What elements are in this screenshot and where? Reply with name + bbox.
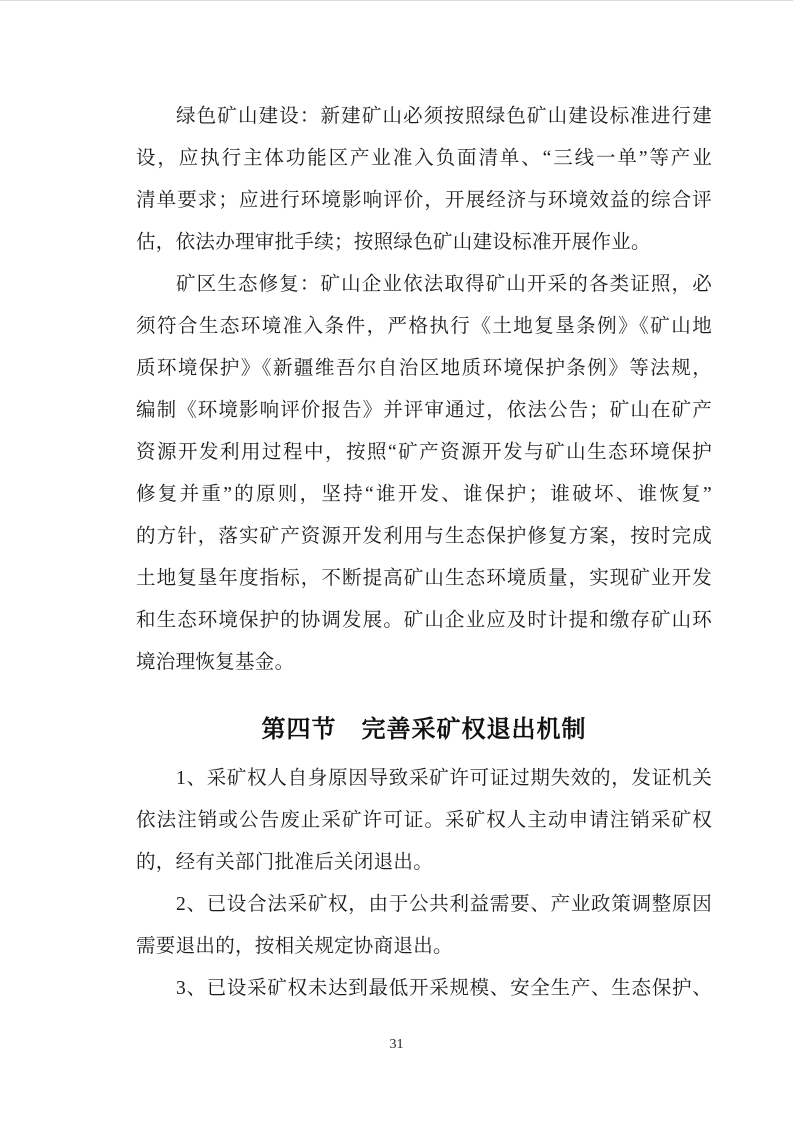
document-body	[0, 1, 793, 1010]
paragraph-item-1	[136, 758, 712, 884]
text-line: 的，经有关部门批准后关闭退出。	[136, 852, 434, 873]
text-line: 土地复垦年度指标，不断提高矿山生态环境质量，实现矿业开发	[136, 568, 712, 589]
text-line: 资源开发利用过程中，按照“矿产资源开发与矿山生态环境保护	[136, 442, 712, 463]
text-line: 依法注销或公告废止采矿许可证。采矿权人主动申请注销采矿权	[136, 810, 712, 831]
text-line: 清单要求；应进行环境影响评价，开展经济与环境效益的综合评	[136, 190, 712, 211]
text-line: 矿区生态修复：矿山企业依法取得矿山开采的各类证照，必	[176, 274, 712, 295]
text-line: 境治理恢复基金。	[136, 652, 295, 673]
section-heading: 第四节 完善采矿权退出机制	[261, 716, 587, 743]
text-line: 1、采矿权人自身原因导致采矿许可证过期失效的，发证机关	[176, 768, 712, 789]
text-line: 修复并重”的原则，坚持“谁开发、谁保护；谁破坏、谁恢复”	[136, 484, 712, 505]
text-line: 绿色矿山建设：新建矿山必须按照绿色矿山建设标准进行建	[176, 106, 712, 127]
paragraph-mine-eco-restoration	[136, 264, 712, 684]
text-line: 2、已设合法采矿权，由于公共利益需要、产业政策调整原因	[176, 894, 712, 915]
text-line: 估，依法办理审批手续；按照绿色矿山建设标准开展作业。	[136, 232, 651, 253]
text-line: 需要退出的，按相关规定协商退出。	[136, 936, 453, 957]
text-line: 须符合生态环境准入条件，严格执行《土地复垦条例》《矿山地	[136, 316, 712, 337]
page-number: 31	[389, 1037, 404, 1052]
text-line: 的方针，落实矿产资源开发利用与生态保护修复方案，按时完成	[136, 526, 712, 547]
paragraph-item-2	[136, 884, 712, 968]
text-line: 设，应执行主体功能区产业准入负面清单、“三线一单”等产业	[136, 148, 712, 169]
paragraph-green-mine-construction	[136, 96, 712, 264]
text-line: 编制《环境影响评价报告》并评审通过，依法公告；矿山在矿产	[136, 400, 712, 421]
text-line: 3、已设采矿权未达到最低开采规模、安全生产、生态保护、	[176, 978, 712, 999]
text-line: 和生态环境保护的协调发展。矿山企业应及时计提和缴存矿山环	[136, 610, 712, 631]
text-line: 质环境保护》《新疆维吾尔自治区地质环境保护条例》等法规，	[136, 358, 712, 379]
paragraph-item-3	[136, 968, 712, 1010]
